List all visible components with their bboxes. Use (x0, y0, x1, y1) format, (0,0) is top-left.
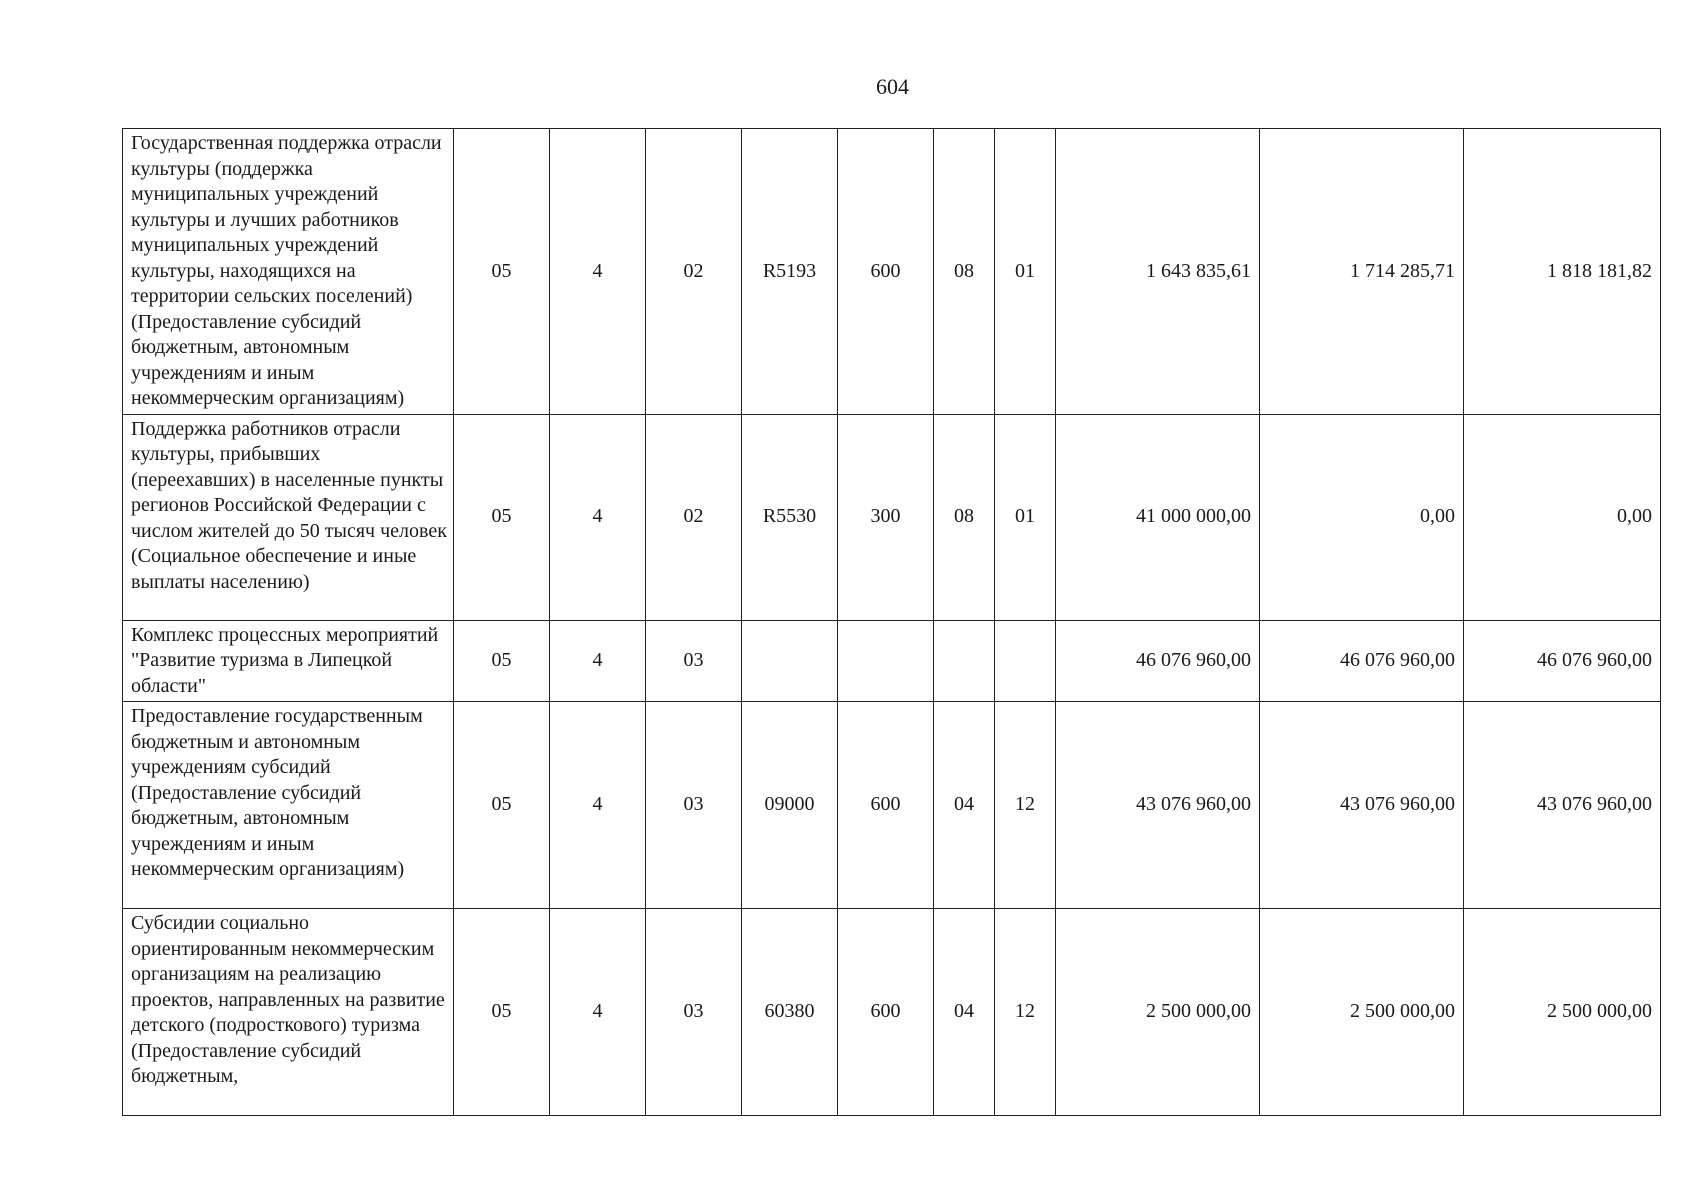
row-description: Комплекс процессных мероприятий "Развитие туризма в Липецкой области" (123, 620, 454, 702)
code-cell: 02 (646, 414, 742, 620)
amount-cell: 43 076 960,00 (1260, 702, 1464, 909)
code-cell: 4 (550, 702, 646, 909)
code-cell: R5530 (742, 414, 838, 620)
code-cell: 04 (934, 702, 995, 909)
code-cell: 12 (995, 702, 1056, 909)
table-row (123, 702, 1661, 909)
amount-cell: 43 076 960,00 (1056, 702, 1260, 909)
code-cell: 4 (550, 620, 646, 702)
code-cell (995, 620, 1056, 702)
table-row (123, 414, 1661, 620)
amount-cell: 0,00 (1260, 414, 1464, 620)
amount-cell: 1 714 285,71 (1260, 129, 1464, 415)
code-cell: 08 (934, 129, 995, 415)
code-cell: 01 (995, 414, 1056, 620)
code-cell: 04 (934, 909, 995, 1116)
code-cell: 01 (995, 129, 1056, 415)
amount-cell: 1 818 181,82 (1464, 129, 1661, 415)
code-cell (934, 620, 995, 702)
code-cell (742, 620, 838, 702)
amount-cell: 2 500 000,00 (1260, 909, 1464, 1116)
code-cell (838, 620, 934, 702)
code-cell: 300 (838, 414, 934, 620)
table-row (123, 909, 1661, 1116)
row-description: Поддержка работников отрасли культуры, прибывших (переехавших) в населенные пункты регионов Российской Федерации с числом жителей до 50 тысяч человек (Социальное обеспечение и иные выплаты населению) (123, 414, 454, 620)
code-cell: 09000 (742, 702, 838, 909)
row-description: Субсидии социально ориентированным некоммерческим организациям на реализацию проектов, направленных на развитие детского (подросткового) туризма (Предоставление субсидий бюджетным, (123, 909, 454, 1116)
code-cell: 02 (646, 129, 742, 415)
amount-cell: 43 076 960,00 (1464, 702, 1661, 909)
row-description: Государственная поддержка отрасли культуры (поддержка муниципальных учреждений культуры и лучших работников муниципальных учреждений культуры, находящихся на территории сельских поселений) (Предоставление субсидий бюджетным, автономным учреждениям и иным некоммерческим организациям) (123, 129, 454, 415)
code-cell: 4 (550, 129, 646, 415)
code-cell: 4 (550, 414, 646, 620)
code-cell: 05 (454, 909, 550, 1116)
code-cell: 05 (454, 702, 550, 909)
code-cell: 08 (934, 414, 995, 620)
code-cell: 12 (995, 909, 1056, 1116)
code-cell: R5193 (742, 129, 838, 415)
amount-cell: 0,00 (1464, 414, 1661, 620)
budget-table (122, 128, 1661, 1116)
code-cell: 05 (454, 414, 550, 620)
amount-cell: 41 000 000,00 (1056, 414, 1260, 620)
code-cell: 600 (838, 702, 934, 909)
amount-cell: 46 076 960,00 (1056, 620, 1260, 702)
code-cell: 600 (838, 129, 934, 415)
row-description: Предоставление государственным бюджетным и автономным учреждениям субсидий (Предоставление субсидий бюджетным, автономным учреждениям и иным некоммерческим организациям) (123, 702, 454, 909)
code-cell: 05 (454, 129, 550, 415)
code-cell: 03 (646, 909, 742, 1116)
code-cell: 60380 (742, 909, 838, 1116)
code-cell: 03 (646, 702, 742, 909)
amount-cell: 46 076 960,00 (1260, 620, 1464, 702)
table-row (123, 620, 1661, 702)
code-cell: 600 (838, 909, 934, 1116)
table-row (123, 129, 1661, 415)
page-number: 604 (876, 74, 909, 99)
amount-cell: 2 500 000,00 (1056, 909, 1260, 1116)
code-cell: 4 (550, 909, 646, 1116)
amount-cell: 1 643 835,61 (1056, 129, 1260, 415)
code-cell: 03 (646, 620, 742, 702)
code-cell: 05 (454, 620, 550, 702)
amount-cell: 2 500 000,00 (1464, 909, 1661, 1116)
amount-cell: 46 076 960,00 (1464, 620, 1661, 702)
